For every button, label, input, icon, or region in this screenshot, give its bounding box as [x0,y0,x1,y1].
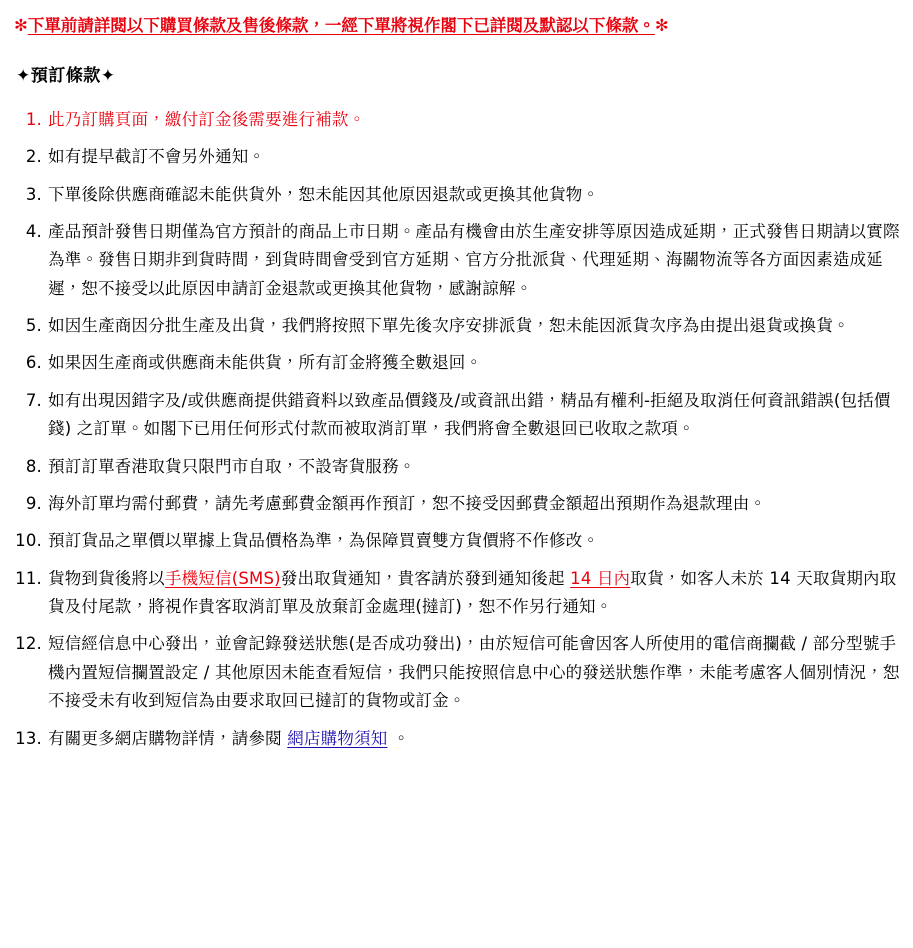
term-item [12,143,901,171]
term-number: 6. [25,353,42,373]
term-item [12,181,901,209]
term-item [12,630,901,715]
term-number: 9. [25,493,42,513]
term-number: 11. [15,568,42,588]
term-item [12,349,901,377]
term-text: 如因生產商因分批生產及出貨，我們將按照下單先後次序安排派貨，恕未能因派貨次序為由提出退貨或換貨。 [48,316,850,335]
term-text: 預訂訂單香港取貨只限門市自取，不設寄貨服務。 [48,456,416,476]
term-highlight: 14 日內 [570,568,631,588]
term-text-segment: 貨物到貨後將以 [48,568,165,588]
term-item [12,453,901,481]
top-notice [14,14,901,39]
term-item [12,527,901,555]
term-item [12,565,901,622]
section-heading: ✦預訂條款✦ [16,65,116,86]
term-item [12,218,901,303]
term-text-segment: 發出取貨通知，貴客請於發到通知後起 [280,568,571,588]
notice-star-left: ✻ [14,16,28,35]
term-text: 海外訂單均需付郵費，請先考慮郵費金額再作預訂，恕不接受因郵費金額超出預期作為退款理由。 [48,493,767,513]
term-number: 1. [25,109,42,129]
term-number: 10. [15,531,42,551]
term-text [48,729,410,748]
term-item [12,106,901,134]
notice-text: 下單前請詳閱以下購買條款及售後條款，一經下單將視作閣下已詳閱及默認以下條款。 [27,16,655,35]
term-text-segment: 有關更多網店購物詳情，請參閱 [48,728,288,748]
term-text-segment: 。 [387,728,410,748]
term-text: 如有提早截訂不會另外通知。 [48,147,266,167]
term-text: 短信經信息中心發出，並會記錄發送狀態(是否成功發出)，由於短信可能會因客人所使用的電信商攔截 / 部分型號手機內置短信攔置設定 / 其他原因未能查看短信，我們只能按照信息中心的發送狀態作準，未能考慮客人個別情況，恕不接受未有收到短信為由要求取回已撻訂的貨物或訂金。 [48,634,900,711]
term-number: 8. [25,456,42,476]
term-number: 5. [25,316,42,335]
shop-guide-link[interactable]: 網店購物須知 [287,728,388,748]
notice-star-right: ✻ [654,16,669,35]
term-number: 12. [15,634,42,654]
term-text: 此乃訂購頁面，繳付訂金後需要進行補款。 [48,109,366,129]
term-text: 如有出現因錯字及/或供應商提供錯資料以致產品價錢及/或資訊出錯，精品有權利-拒絕及取消任何資訊錯誤(包括價錢) 之訂單。如閣下已用任何形式付款而被取消訂單，我們將會全數退回已收取之款項。 [48,390,891,439]
term-text-segment: 取貨，如客人未於 14 天取貨期內取貨及付尾款，將視作貴客取消訂單及放棄訂金處理(撻訂)，恕不作另行通知。 [48,568,897,616]
term-item [12,387,901,444]
term-number: 4. [25,221,42,241]
term-text: 產品預計發售日期僅為官方預計的商品上市日期。產品有機會由於生產安排等原因造成延期，正式發售日期請以實際為準。發售日期非到貨時間，到貨時間會受到官方延期、官方分批派貨、代理延期、海關物流等各方面因素造成延遲，恕不接受以此原因申請訂金退款或更換其他貨物，感謝諒解。 [48,221,900,298]
term-text: 如果因生產商或供應商未能供貨，所有訂金將獲全數退回。 [48,353,483,373]
terms-list [12,106,901,753]
term-number: 3. [25,184,42,204]
term-number: 2. [25,147,42,167]
term-item [12,312,901,340]
term-item [12,490,901,518]
term-number: 7. [25,390,42,410]
term-text [48,569,896,616]
term-item [12,725,901,753]
term-number: 13. [15,728,42,748]
term-text: 下單後除供應商確認未能供貨外，恕未能因其他原因退款或更換其他貨物。 [48,184,600,204]
term-text: 預訂貨品之單價以單據上貨品價格為準，為保障買賣雙方貨價將不作修改。 [48,531,600,551]
term-highlight: 手機短信(SMS) [164,568,281,588]
